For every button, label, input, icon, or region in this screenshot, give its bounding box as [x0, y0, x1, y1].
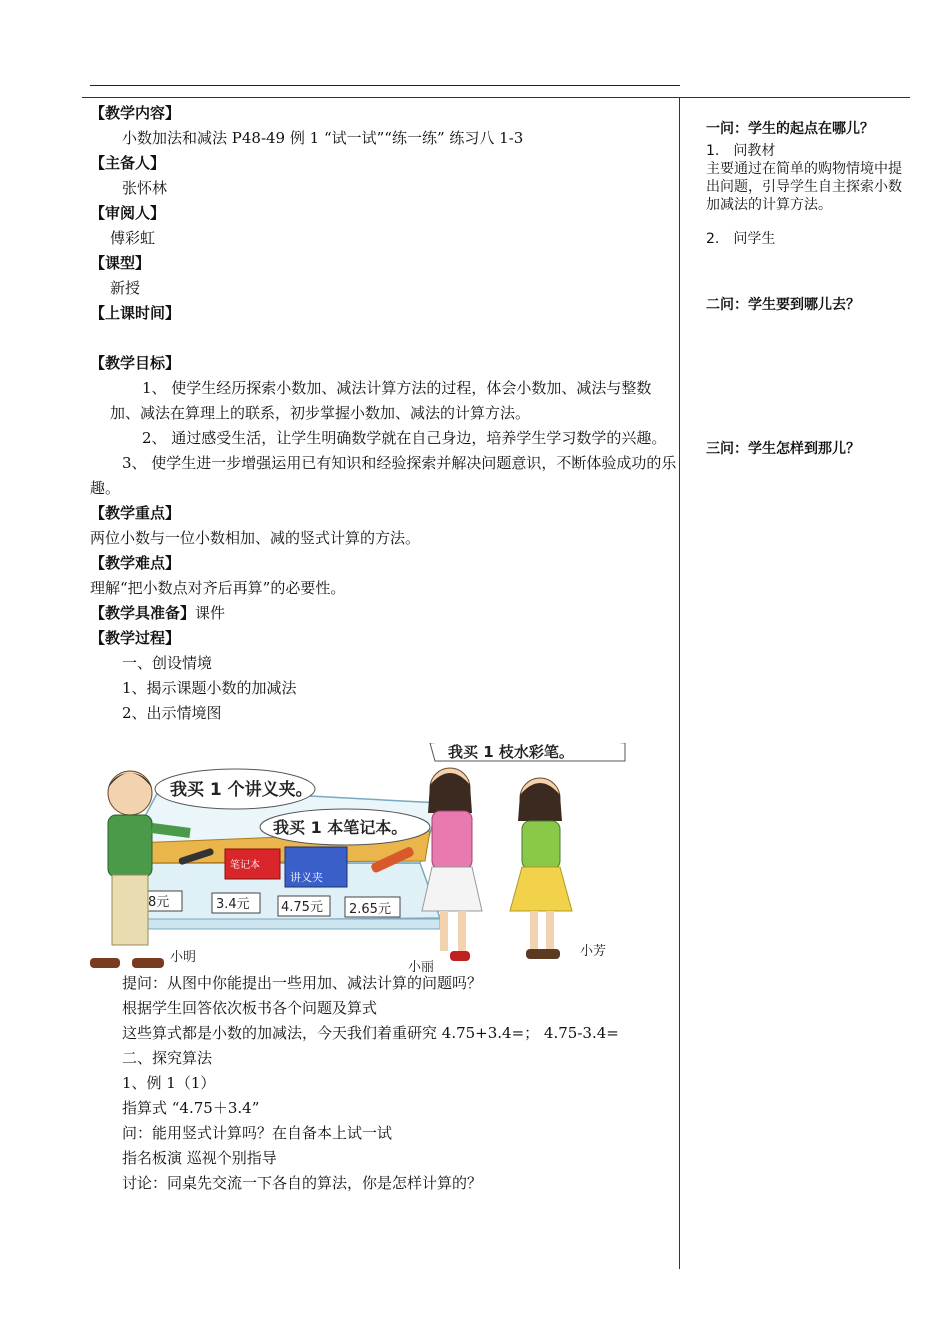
process-heading: 【教学过程】 [90, 629, 181, 647]
demo-line: 指名板演 巡视个别指导 [122, 1149, 277, 1167]
girl1-shoes [450, 951, 470, 961]
preparer-heading: 【主备人】 [90, 154, 166, 172]
header-rule [90, 85, 680, 86]
difficulty-heading: 【教学难点】 [90, 554, 181, 572]
girl1-shirt [432, 811, 472, 869]
type-heading: 【课型】 [90, 254, 151, 272]
girl2-leg-left [530, 911, 538, 949]
formulas-line: 这些算式都是小数的加减法，今天我们着重研究 4.75+3.4=； 4.75-3.4= [122, 1024, 619, 1042]
name-girl2: 小芳 [580, 944, 607, 959]
key-heading: 【教学重点】 [90, 504, 181, 522]
time-heading: 【上课时间】 [90, 304, 181, 322]
step-1-1: 1、揭示课题小数的加减法 [122, 679, 297, 697]
goal-2-text: 2、 通过感受生活，让学生明确数学就在自己身边，培养学生学习数学的兴趣。 [142, 429, 667, 447]
folder-label: 讲义夹 [290, 871, 323, 884]
boy-pants [112, 875, 148, 945]
goals-heading: 【教学目标】 [90, 354, 181, 372]
type-value: 新授 [110, 279, 141, 297]
boy-head [108, 771, 152, 815]
content-text: 小数加法和减法 P48-49 例 1 “试一试”“练一练” 练习八 1-3 [122, 129, 524, 147]
girl1-skirt [422, 867, 482, 911]
speech-boy-text: 我买 1 个讲义夹。 [170, 780, 313, 800]
difficulty-text: 理解“把小数点对齐后再算”的必要性。 [90, 579, 346, 597]
step-1: 一、创设情境 [122, 654, 213, 672]
goal-3-text: 3、 使学生进一步增强运用已有知识和经验探索并解决问题意识，不断体验成功的乐趣。 [90, 454, 677, 497]
boy-arm [152, 828, 190, 833]
key-text: 两位小数与一位小数相加、减的竖式计算的方法。 [90, 529, 421, 547]
content-heading: 【教学内容】 [90, 104, 181, 122]
table-top-border [82, 97, 910, 98]
discuss-line: 讨论：同桌先交流一下各自的算法，你是怎样计算的？ [122, 1174, 483, 1192]
question-line: 提问：从图中你能提出一些用加、减法计算的问题吗？ [122, 974, 483, 992]
step-1-2: 2、出示情境图 [122, 704, 222, 722]
shopping-scene-illustration [90, 743, 630, 975]
tools-line [90, 601, 680, 626]
reviewer-name: 傅彩虹 [110, 229, 156, 247]
price-tag-3-text: 4.75元 [281, 900, 323, 915]
goal-1-text: 1、 使学生经历探索小数加、减法计算方法的过程，体会小数加、减法与整数加、减法在算理上的联系，初步掌握小数加、减法的计算方法。 [110, 379, 652, 422]
goal-1 [90, 376, 680, 426]
price-tag-1-text: 8元 [148, 895, 170, 910]
name-boy: 小明 [170, 950, 197, 965]
speech-mid-text: 我买 1 本笔记本。 [273, 818, 408, 837]
girl2-shirt [522, 821, 560, 869]
case-base [130, 919, 440, 929]
side-item-2: 2. 问学生 [706, 231, 776, 247]
tools-heading: 【教学具准备】 [90, 604, 196, 622]
preparer-name: 张怀林 [122, 179, 168, 197]
tools-text: 课件 [195, 604, 226, 622]
step-2: 二、探究算法 [122, 1049, 213, 1067]
boy-shirt [108, 815, 152, 877]
question-2: 二问：学生要到哪儿去？ [706, 297, 860, 313]
price-tag-2-text: 3.4元 [216, 897, 250, 912]
question-3: 三问：学生怎样到那儿？ [706, 441, 860, 457]
ask2-line: 问：能用竖式计算吗？在自备本上试一试 [122, 1124, 393, 1142]
boy-shoe-left [90, 958, 120, 968]
girl2-skirt [510, 867, 572, 911]
goal-3 [90, 451, 680, 501]
example-line: 1、例 1（1） [122, 1074, 216, 1092]
girl1-leg-left [440, 911, 448, 951]
question-1: 一问：学生的起点在哪儿？ [706, 121, 874, 137]
lesson-plan-main [90, 101, 680, 1196]
scene-drawing [90, 743, 630, 975]
price-tag-4-text: 2.65元 [349, 902, 391, 917]
notebook-label: 笔记本 [230, 860, 260, 871]
girl2-leg-right [546, 911, 554, 949]
reflection-column [706, 118, 902, 458]
goal-2 [90, 426, 680, 451]
speech-girl-text: 我买 1 枝水彩笔。 [448, 743, 574, 761]
point-formula-line: 指算式 “4.75＋3.4” [122, 1099, 260, 1117]
board-line: 根据学生回答依次板书各个问题及算式 [122, 999, 378, 1017]
name-girl1: 小丽 [408, 960, 435, 975]
girl1-leg-right [458, 911, 466, 951]
side-item-1: 1. 问教材 [706, 143, 776, 159]
spacer [90, 326, 680, 351]
girl2-shoes [526, 949, 560, 959]
boy-shoe-right [132, 958, 164, 968]
side-item-1-text: 主要通过在简单的购物情境中提出问题，引导学生自主探索小数加减法的计算方法。 [706, 161, 902, 213]
reviewer-heading: 【审阅人】 [90, 204, 166, 222]
